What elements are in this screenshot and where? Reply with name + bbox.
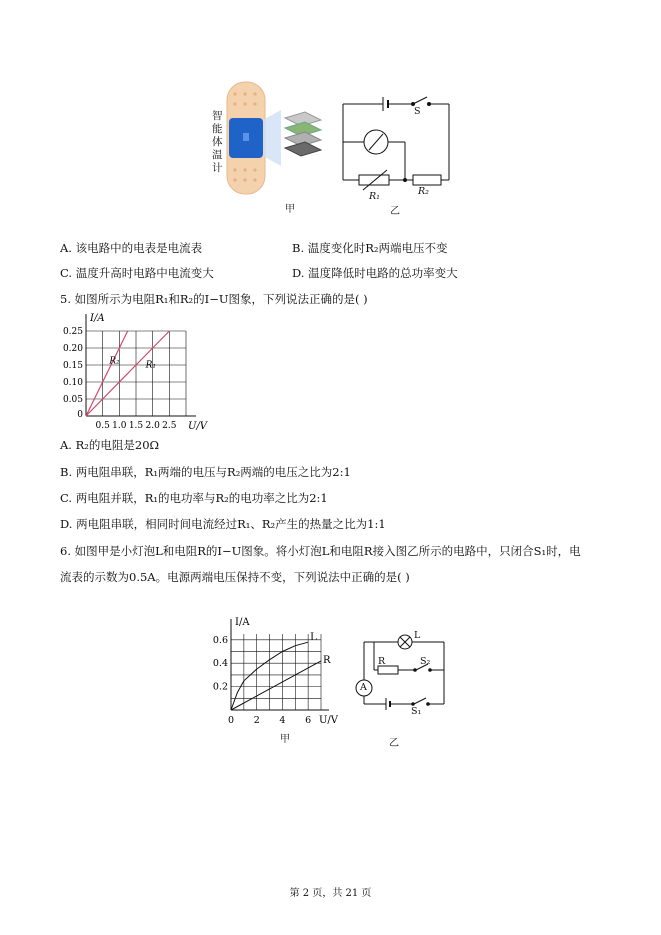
x-axis-label: U/V <box>319 715 339 726</box>
q5-option-b[interactable]: B. 两电阻串联，R₁两端的电压与R₂两端的电压之比为2:1 <box>60 465 351 479</box>
q5-stem: 5. 如图所示为电阻R₁和R₂的I−U图象，下列说法正确的是( ) <box>60 292 368 306</box>
ammeter-label: A <box>360 682 367 693</box>
y-tick-label: 0.05 <box>62 395 83 405</box>
figure-jia-label: 甲 <box>285 204 295 215</box>
q5-option-c[interactable]: C. 两电阻并联，R₁的电功率与R₂的电功率之比为2:1 <box>60 491 328 505</box>
device-vertical-label: 智能体温计 <box>212 110 223 174</box>
r1-label: R₁ <box>369 191 380 202</box>
resistor-r <box>378 666 398 674</box>
sensor-layers <box>285 112 321 156</box>
x-tick-label: 1.5 <box>128 421 144 431</box>
x-axis-label: U/V <box>188 421 208 432</box>
circuit-q4-svg <box>335 92 455 210</box>
q5-option-a[interactable]: A. R₂的电阻是20Ω <box>60 438 160 452</box>
y-tick-label: 0.10 <box>62 378 83 388</box>
q5-chart <box>58 310 218 435</box>
q5-option-d[interactable]: D. 两电阻串联，相同时间电流经过R₁、R₂产生的热量之比为1:1 <box>60 517 386 531</box>
x-tick-label: 2.5 <box>162 421 177 431</box>
figure-yi-label: 乙 <box>390 206 400 217</box>
x-tick-label: 6 <box>305 715 312 726</box>
y-tick-label: 0.25 <box>62 327 83 337</box>
x-tick-label: 2.0 <box>145 421 160 431</box>
q6-chart <box>205 615 355 730</box>
y-tick-label: 0.2 <box>212 681 228 693</box>
q4-option-a[interactable]: A. 该电路中的电表是电流表 <box>60 241 203 255</box>
lamp-label: L <box>414 630 421 641</box>
circuit-q6-svg <box>350 630 450 715</box>
series-label-R: R <box>323 654 331 666</box>
q6-stem-line2: 流表的示数为0.5A。电源两端电压保持不变，下列说法中正确的是( ) <box>60 570 410 584</box>
x-tick-label: 1.0 <box>112 421 127 431</box>
switch-label-s: S <box>414 106 421 117</box>
y-tick-label: 0.20 <box>62 344 83 354</box>
page-footer: 第 2 页，共 21 页 <box>289 888 372 899</box>
q6-stem-line1: 6. 如图甲是小灯泡L和电阻R的I−U图象。将小灯泡L和电阻R接入图乙所示的电路中，只闭合S₁时，电 <box>60 544 581 558</box>
series-label-r2: R₂ <box>109 356 120 367</box>
series-line-R <box>231 661 321 710</box>
q5-iu-chart-svg <box>58 310 218 435</box>
q6-figure-yi-label: 乙 <box>389 738 399 749</box>
switch-s2-label: S₂ <box>420 656 431 667</box>
q4-option-c[interactable]: C. 温度升高时电路中电流变大 <box>60 266 214 280</box>
series-label-L: L <box>310 631 317 643</box>
series-line-R₁ <box>86 331 169 416</box>
series-line-R₂ <box>86 331 128 416</box>
switch-lever <box>413 97 427 104</box>
q4-option-b[interactable]: B. 温度变化时R₂两端电压不变 <box>292 241 448 255</box>
y-tick-label: 0.4 <box>212 658 228 670</box>
q6-iu-chart-svg <box>205 615 355 730</box>
circuit-diagram-q6 <box>350 630 450 715</box>
y-axis-label: I/A <box>235 617 250 628</box>
y-axis-label: I/A <box>90 313 105 324</box>
q6-figure-jia-label: 甲 <box>280 734 290 745</box>
switch-s1-label: S₁ <box>411 706 422 717</box>
x-tick-label: 0 <box>227 715 235 726</box>
series-label-r1: R₁ <box>145 360 157 371</box>
r2-resistor <box>413 175 441 185</box>
circuit-diagram-q4 <box>335 92 455 210</box>
r1-resistor <box>359 175 389 185</box>
x-tick-label: 2 <box>253 715 260 726</box>
switch-s1-lever <box>414 698 426 704</box>
x-tick-label: 0.5 <box>95 421 110 431</box>
x-tick-label: 4 <box>279 715 286 726</box>
y-tick-label: 0.15 <box>62 361 83 371</box>
r2-label: R₂ <box>418 186 429 197</box>
q4-option-d[interactable]: D. 温度降低时电路的总功率变大 <box>292 266 458 280</box>
y-tick-label: 0.6 <box>212 634 228 646</box>
r1-variable-arrow <box>363 170 387 190</box>
y-tick-label: 0 <box>77 410 83 420</box>
resistor-label: R <box>378 656 386 667</box>
